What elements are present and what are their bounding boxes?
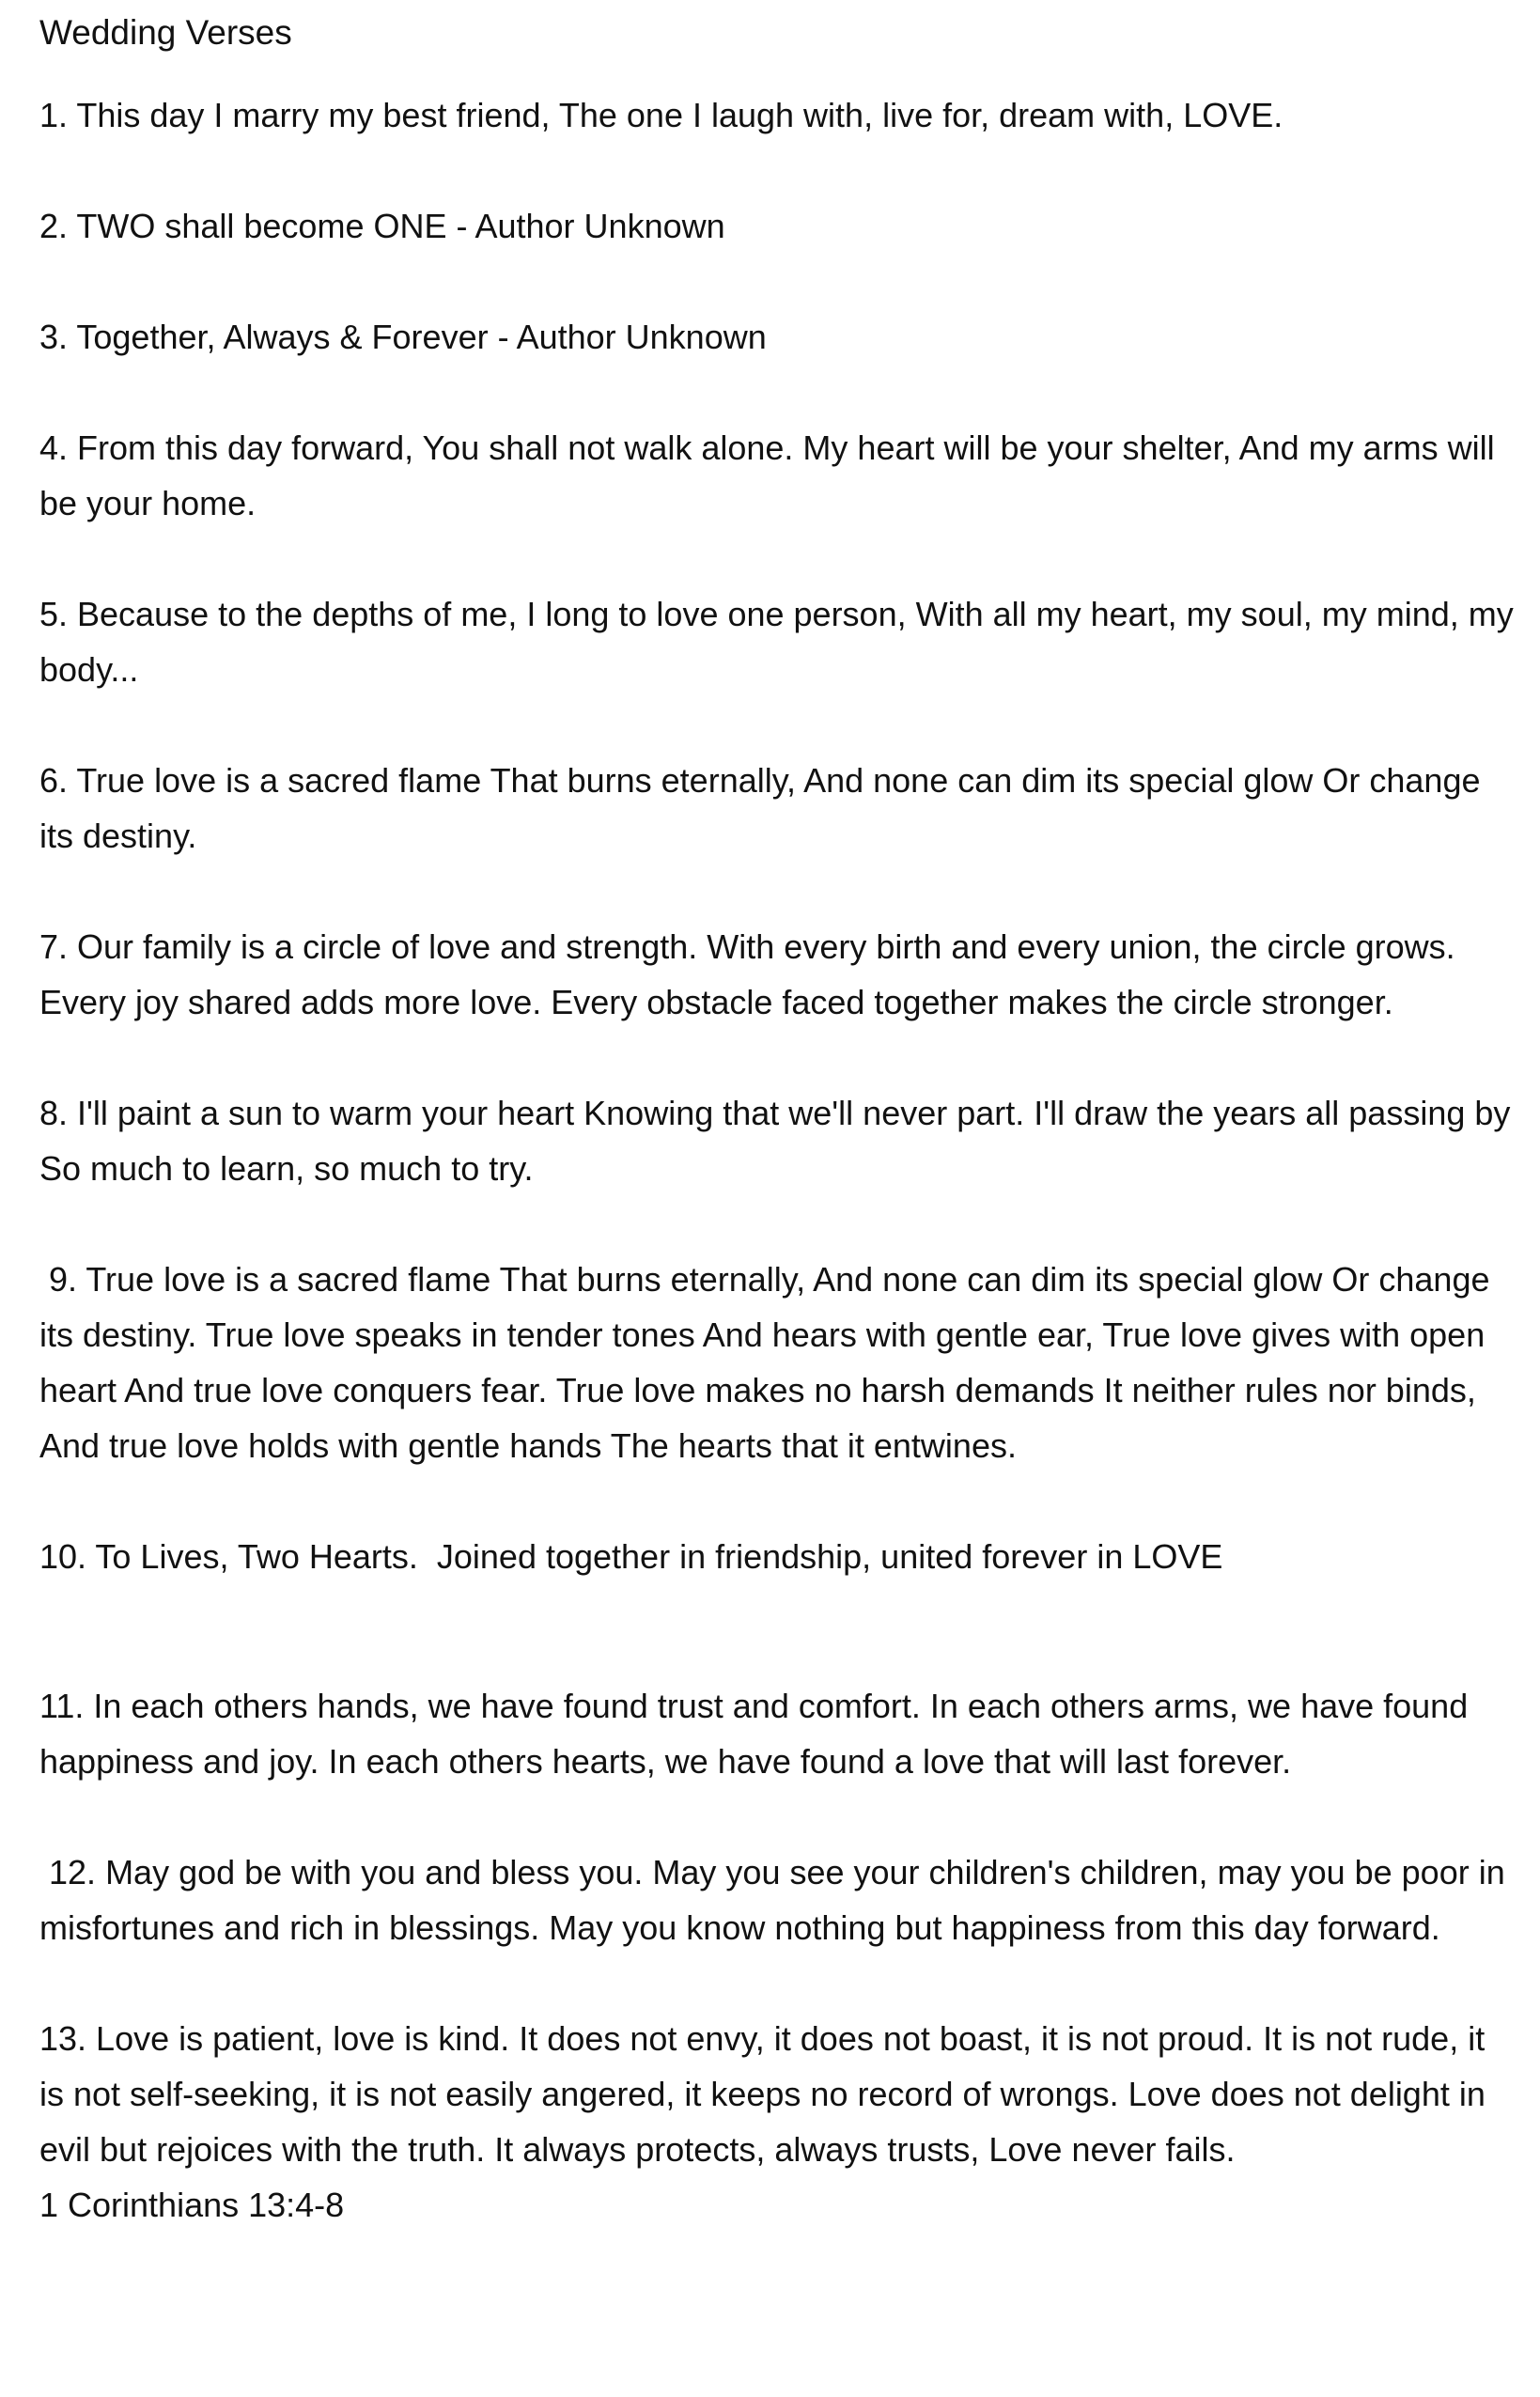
verse-12: 12. May god be with you and bless you. May you see your children's children, may you be poor in misfortunes and rich in blessings. May you know nothing but happiness from this day forward.	[39, 1853, 1515, 1947]
verse-9: 9. True love is a sacred flame That burns eternally, And none can dim its special glow Or change its destiny. True love speaks in tender tones And hears with gentle ear, True love gives with open heart And true love conquers fear. True love makes no harsh demands It neither rules nor binds, And true love holds with gentle hands The hearts that it entwines.	[39, 1260, 1500, 1465]
verse-2: 2. TWO shall become ONE - Author Unknown	[39, 207, 725, 245]
verse-6: 6. True love is a sacred flame That burns eternally, And none can dim its special glow Or change its destiny.	[39, 761, 1490, 855]
document-title: Wedding Verses	[39, 13, 292, 52]
verse-1: 1. This day I marry my best friend, The one I laugh with, live for, dream with, LOVE.	[39, 96, 1283, 134]
verse-4: 4. From this day forward, You shall not walk alone. My heart will be your shelter, And my arms will be your home.	[39, 428, 1504, 522]
verse-8: 8. I'll paint a sun to warm your heart Knowing that we'll never part. I'll draw the years all passing by So much to learn, so much to try.	[39, 1094, 1520, 1188]
verse-10: 10. To Lives, Two Hearts. Joined together in friendship, united forever in LOVE	[39, 1537, 1223, 1576]
verse-11: 11. In each others hands, we have found trust and comfort. In each others arms, we have found happiness and joy. In each others hearts, we have found a love that will last forever.	[39, 1687, 1478, 1781]
verse-citation: 1 Corinthians 13:4-8	[39, 2186, 345, 2224]
verse-7: 7. Our family is a circle of love and strength. With every birth and every union, the circle grows. Every joy shared adds more love. Every obstacle faced together makes the circle stronger.	[39, 927, 1465, 1021]
verse-13: 13. Love is patient, love is kind. It does not envy, it does not boast, it is not proud. It is not rude, it is not self-seeking, it is not easily angered, it keeps no record of wrongs. Love does not delight in evil but rejoices with the truth. It always protects, always trusts, Love never fails.	[39, 2019, 1495, 2169]
verse-5: 5. Because to the depths of me, I long to love one person, With all my heart, my soul, my mind, my body...	[39, 595, 1523, 689]
verse-3: 3. Together, Always & Forever - Author Unknown	[39, 318, 767, 356]
document-page	[39, 11, 1523, 2233]
